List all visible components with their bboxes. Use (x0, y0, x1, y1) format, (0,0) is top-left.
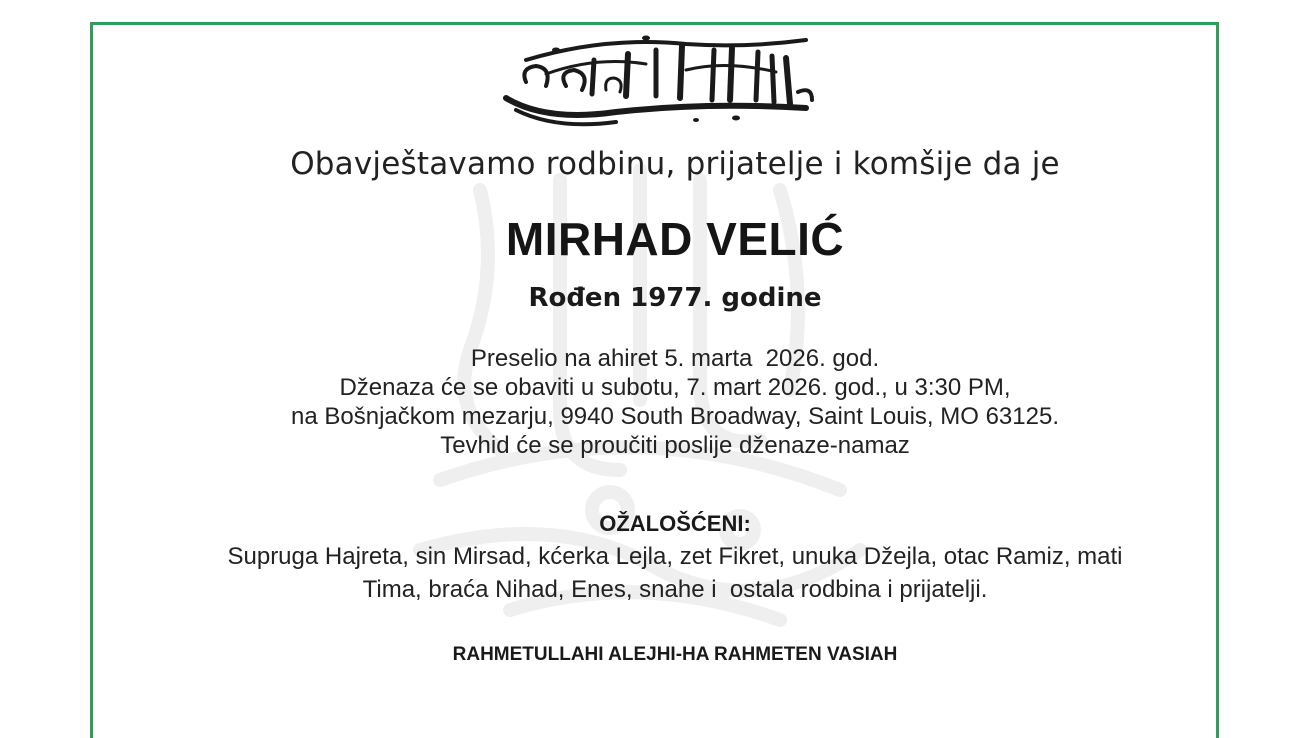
details-line: na Bošnjačkom mezarju, 9940 South Broadway, Saint Louis, MO 63125. (291, 403, 1059, 430)
funeral-details (90, 344, 1260, 460)
intro-text: Obavještavamo rodbinu, prijatelje i komšije da je (290, 146, 1060, 182)
details-line: Dženaza će se obaviti u subotu, 7. mart 2026. god., u 3:30 PM, (339, 374, 1011, 401)
closing-prayer: RAHMETULLAHI ALEJHI-HA RAHMETEN VASIAH (452, 644, 898, 665)
mourners-line: Tima, braća Nihad, Enes, snahe i ostala rodbina i prijatelji. (362, 576, 988, 603)
mourners-list (90, 540, 1260, 606)
mourners-line: Supruga Hajreta, sin Mirsad, kćerka Lejla, zet Fikret, unuka Džejla, otac Ramiz, mati (227, 543, 1123, 570)
deceased-name: MIRHAD VELIĆ (505, 213, 845, 265)
bismillah-calligraphy-icon (486, 30, 826, 130)
mourners-heading: OŽALOŠĆENI: (599, 511, 751, 536)
details-line: Tevhid će se proučiti poslije dženaze-namaz (440, 432, 910, 459)
details-line: Preselio na ahiret 5. marta 2026. god. (470, 345, 880, 372)
birth-year: Rođen 1977. godine (528, 283, 822, 313)
